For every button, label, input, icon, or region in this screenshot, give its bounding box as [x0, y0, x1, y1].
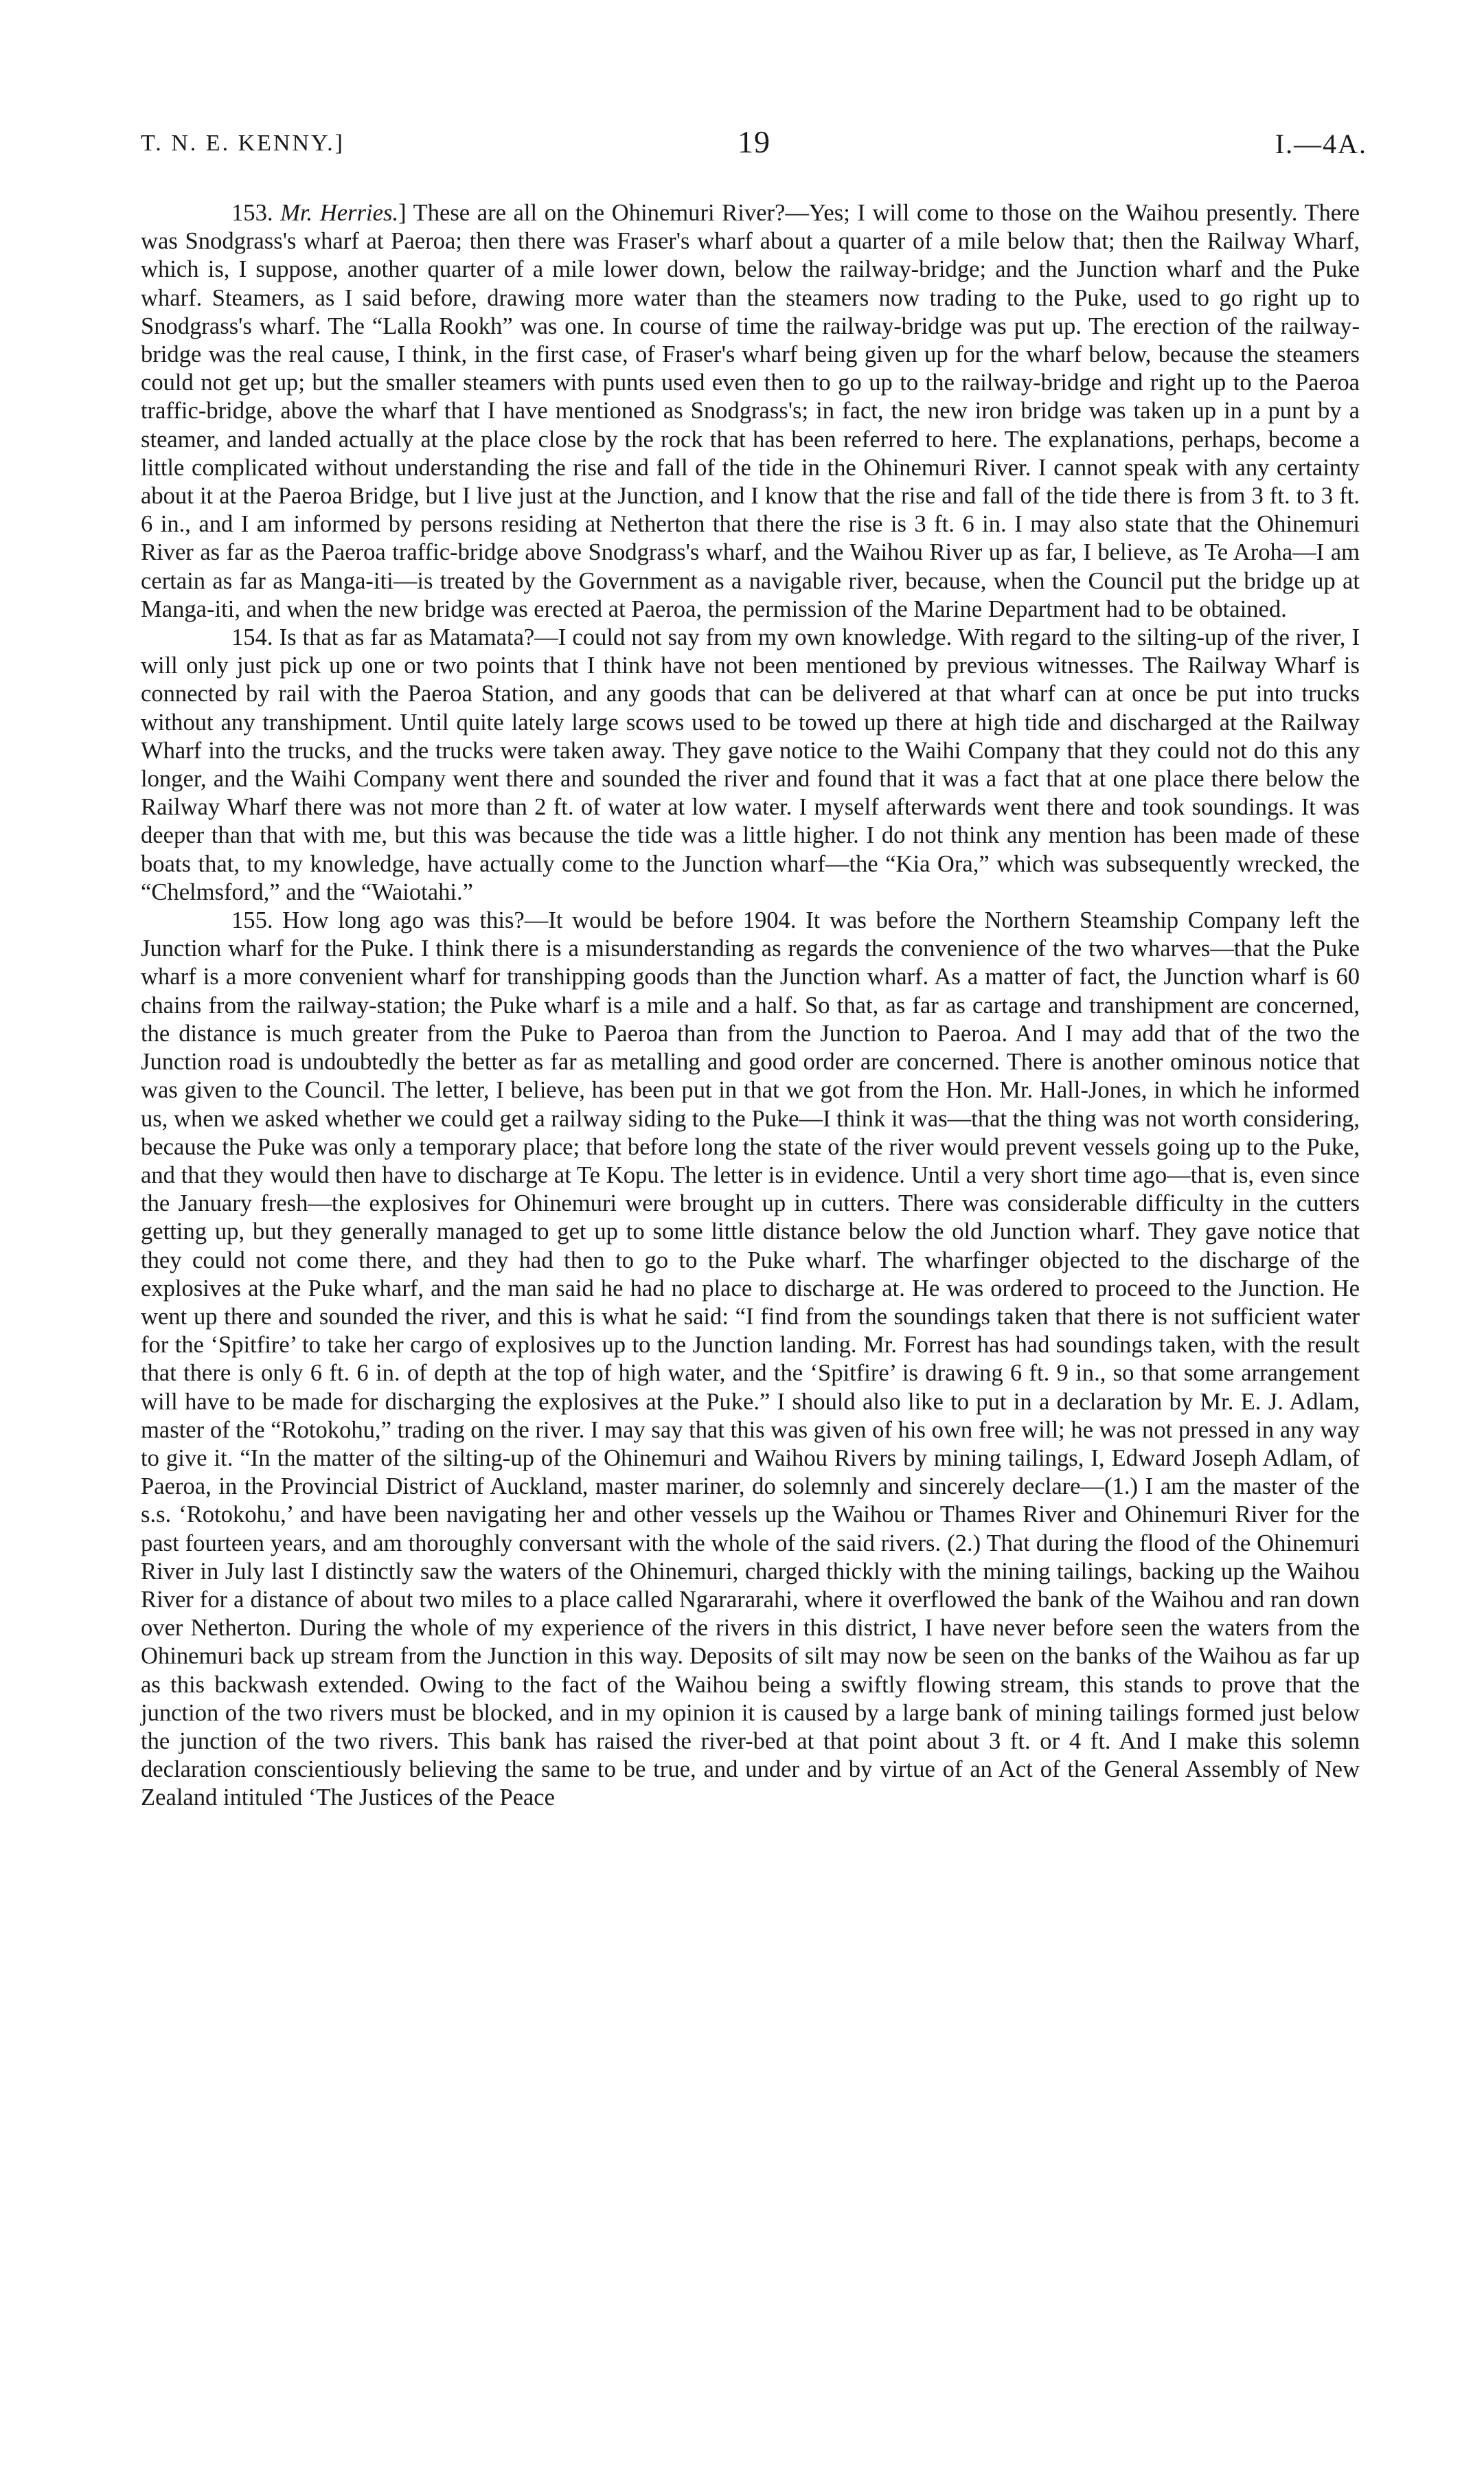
body-text: [141, 199, 1360, 1813]
speaker-name: Mr. Herries.: [280, 200, 399, 226]
question-number: 155.: [231, 907, 273, 934]
question-number: 153.: [231, 200, 273, 226]
paper-reference: I.—4A.: [1275, 128, 1367, 159]
question-number: 154.: [231, 624, 273, 651]
paragraph-154: [141, 624, 1360, 907]
paragraph-text: ] These are all on the Ohinemuri River?—Yes; I will come to those on the Waihou presently. There was Snodgrass's wharf at Paeroa; then there was Fraser's wharf about a quarter of a mile below that; then the Railway Wharf, which is, I suppose, another quarter of a mile lower down, below the railway-bridge; and the Junction wharf and the Puke wharf. Steamers, as I said before, drawing more water than the steamers now trading to the Puke, used to go right up to Snodgrass's wharf. The “Lalla Rookh” was one. In course of time the railway-bridge was put up. The erection of the railway-bridge was the real cause, I think, in the first case, of Fraser's wharf being given up for the wharf below, because the steamers could not get up; but the smaller steamers with punts used even then to go up to the railway-bridge and right up to the Paeroa traffic-bridge, above the wharf that I have mentioned as Snodgrass's; in fact, the new iron bridge was taken up in a punt by a steamer, and landed actually at the place close by the rock that has been referred to here. The explanations, perhaps, become a little complicated without understanding the rise and fall of the tide in the Ohinemuri River. I cannot speak with any certainty about it at the Paeroa Bridge, but I live just at the Junction, and I know that the rise and fall of the tide there is from 3 ft. to 3 ft. 6 in., and I am informed by persons residing at Netherton that there the rise is 3 ft. 6 in. I may also state that the Ohinemuri River as far as the Paeroa traffic-bridge above Snodgrass's wharf, and the Waihou River up as far, I believe, as Te Aroha—I am certain as far as Manga-iti—is treated by the Government as a navigable river, because, when the Council put the bridge up at Manga-iti, and when the new bridge was erected at Paeroa, the permission of the Marine Department had to be obtained.: [141, 200, 1360, 622]
paragraph-153: [141, 199, 1360, 624]
page-header: [141, 124, 1367, 172]
page-number: 19: [738, 124, 770, 159]
paragraph-text: How long ago was this?—It would be before 1904. It was before the Northern Steamship Company left the Junction wharf for the Puke. I think there is a misunderstanding as regards the convenience of the two wharves—that the Puke wharf is a more convenient wharf for transhipping goods than the Junction wharf. As a matter of fact, the Junction wharf is 60 chains from the railway-station; the Puke wharf is a mile and a half. So that, as far as cartage and transhipment are concerned, the distance is much greater from the Puke to Paeroa than from the Junction to Paeroa. And I may add that of the two the Junction road is undoubtedly the better as far as metalling and good order are concerned. There is another ominous notice that was given to the Council. The letter, I believe, has been put in that we got from the Hon. Mr. Hall-Jones, in which he informed us, when we asked whether we could get a railway siding to the Puke—I think it was—that the thing was not worth considering, because the Puke was only a temporary place; that before long the state of the river would prevent vessels going up to the Puke, and that they would then have to discharge at Te Kopu. The letter is in evidence. Until a very short time ago—that is, even since the January fresh—the explosives for Ohinemuri were brought up in cutters. There was considerable difficulty in the cutters getting up, but they generally managed to get up to some little distance below the old Junction wharf. They gave notice that they could not come there, and they had then to go to the Puke wharf. The wharfinger objected to the discharge of the explosives at the Puke wharf, and the man said he had no place to discharge at. He was ordered to proceed to the Junction. He went up there and sounded the river, and this is what he said: “I find from the soundings taken that there is not sufficient water for the ‘Spitfire’ to take her cargo of explosives up to the Junction landing. Mr. Forrest has had soundings taken, with the result that there is only 6 ft. 6 in. of depth at the top of high water, and the ‘Spitfire’ is drawing 6 ft. 9 in., so that some arrangement will have to be made for discharging the explosives at the Puke.” I should also like to put in a declaration by Mr. E. J. Adlam, master of the “Rotokohu,” trading on the river. I may say that this was given of his own free will; he was not pressed in any way to give it. “In the matter of the silting-up of the Ohinemuri and Waihou Rivers by mining tailings, I, Edward Joseph Adlam, of Paeroa, in the Provincial District of Auckland, master mariner, do solemnly and sincerely declare—(1.) I am the master of the s.s. ‘Rotokohu,’ and have been navigating her and other vessels up the Waihou or Thames River and Ohinemuri River for the past fourteen years, and am thoroughly conversant with the whole of the said rivers. (2.) That during the flood of the Ohinemuri River in July last I distinctly saw the waters of the Ohinemuri, charged thickly with the mining tailings, backing up the Waihou River for a distance of about two miles to a place called Ngarararahi, where it overflowed the bank of the Waihou and ran down over Netherton. During the whole of my experience of the rivers in this district, I have never before seen the waters from the Ohinemuri back up stream from the Junction in this way. Deposits of silt may now be seen on the banks of the Waihou as far up as this backwash extended. Owing to the fact of the Waihou being a swiftly flowing stream, this stands to prove that the junction of the two rivers must be blocked, and in my opinion it is caused by a large bank of mining tailings formed just below the junction of the two rivers. This bank has raised the river-bed at that point about 3 ft. or 4 ft. And I make this solemn declaration conscientiously believing the same to be true, and under and by virtue of an Act of the General Assembly of New Zealand intituled ‘The Justices of the Peace: [141, 907, 1360, 1811]
paragraph-text: Is that as far as Matamata?—I could not say from my own knowledge. With regard to the silting-up of the river, I will only just pick up one or two points that I think have not been mentioned by previous witnesses. The Railway Wharf is connected by rail with the Paeroa Station, and any goods that can be delivered at that wharf can at once be put into trucks without any transhipment. Until quite lately large scows used to be towed up there at high tide and discharged at the Railway Wharf into the trucks, and the trucks were taken away. They gave notice to the Waihi Company that they could not do this any longer, and the Waihi Company went there and sounded the river and found that it was a fact that at one place there below the Railway Wharf there was not more than 2 ft. of water at low water. I myself afterwards went there and took soundings. It was deeper than that with me, but this was because the tide was a little higher. I do not think any mention has been made of these boats that, to my knowledge, have actually come to the Junction wharf—the “Kia Ora,” which was subsequently wrecked, the “Chelmsford,” and the “Waiotahi.”: [141, 624, 1360, 905]
paragraph-155: [141, 907, 1360, 1813]
witness-name: T. N. E. KENNY.]: [141, 130, 345, 156]
